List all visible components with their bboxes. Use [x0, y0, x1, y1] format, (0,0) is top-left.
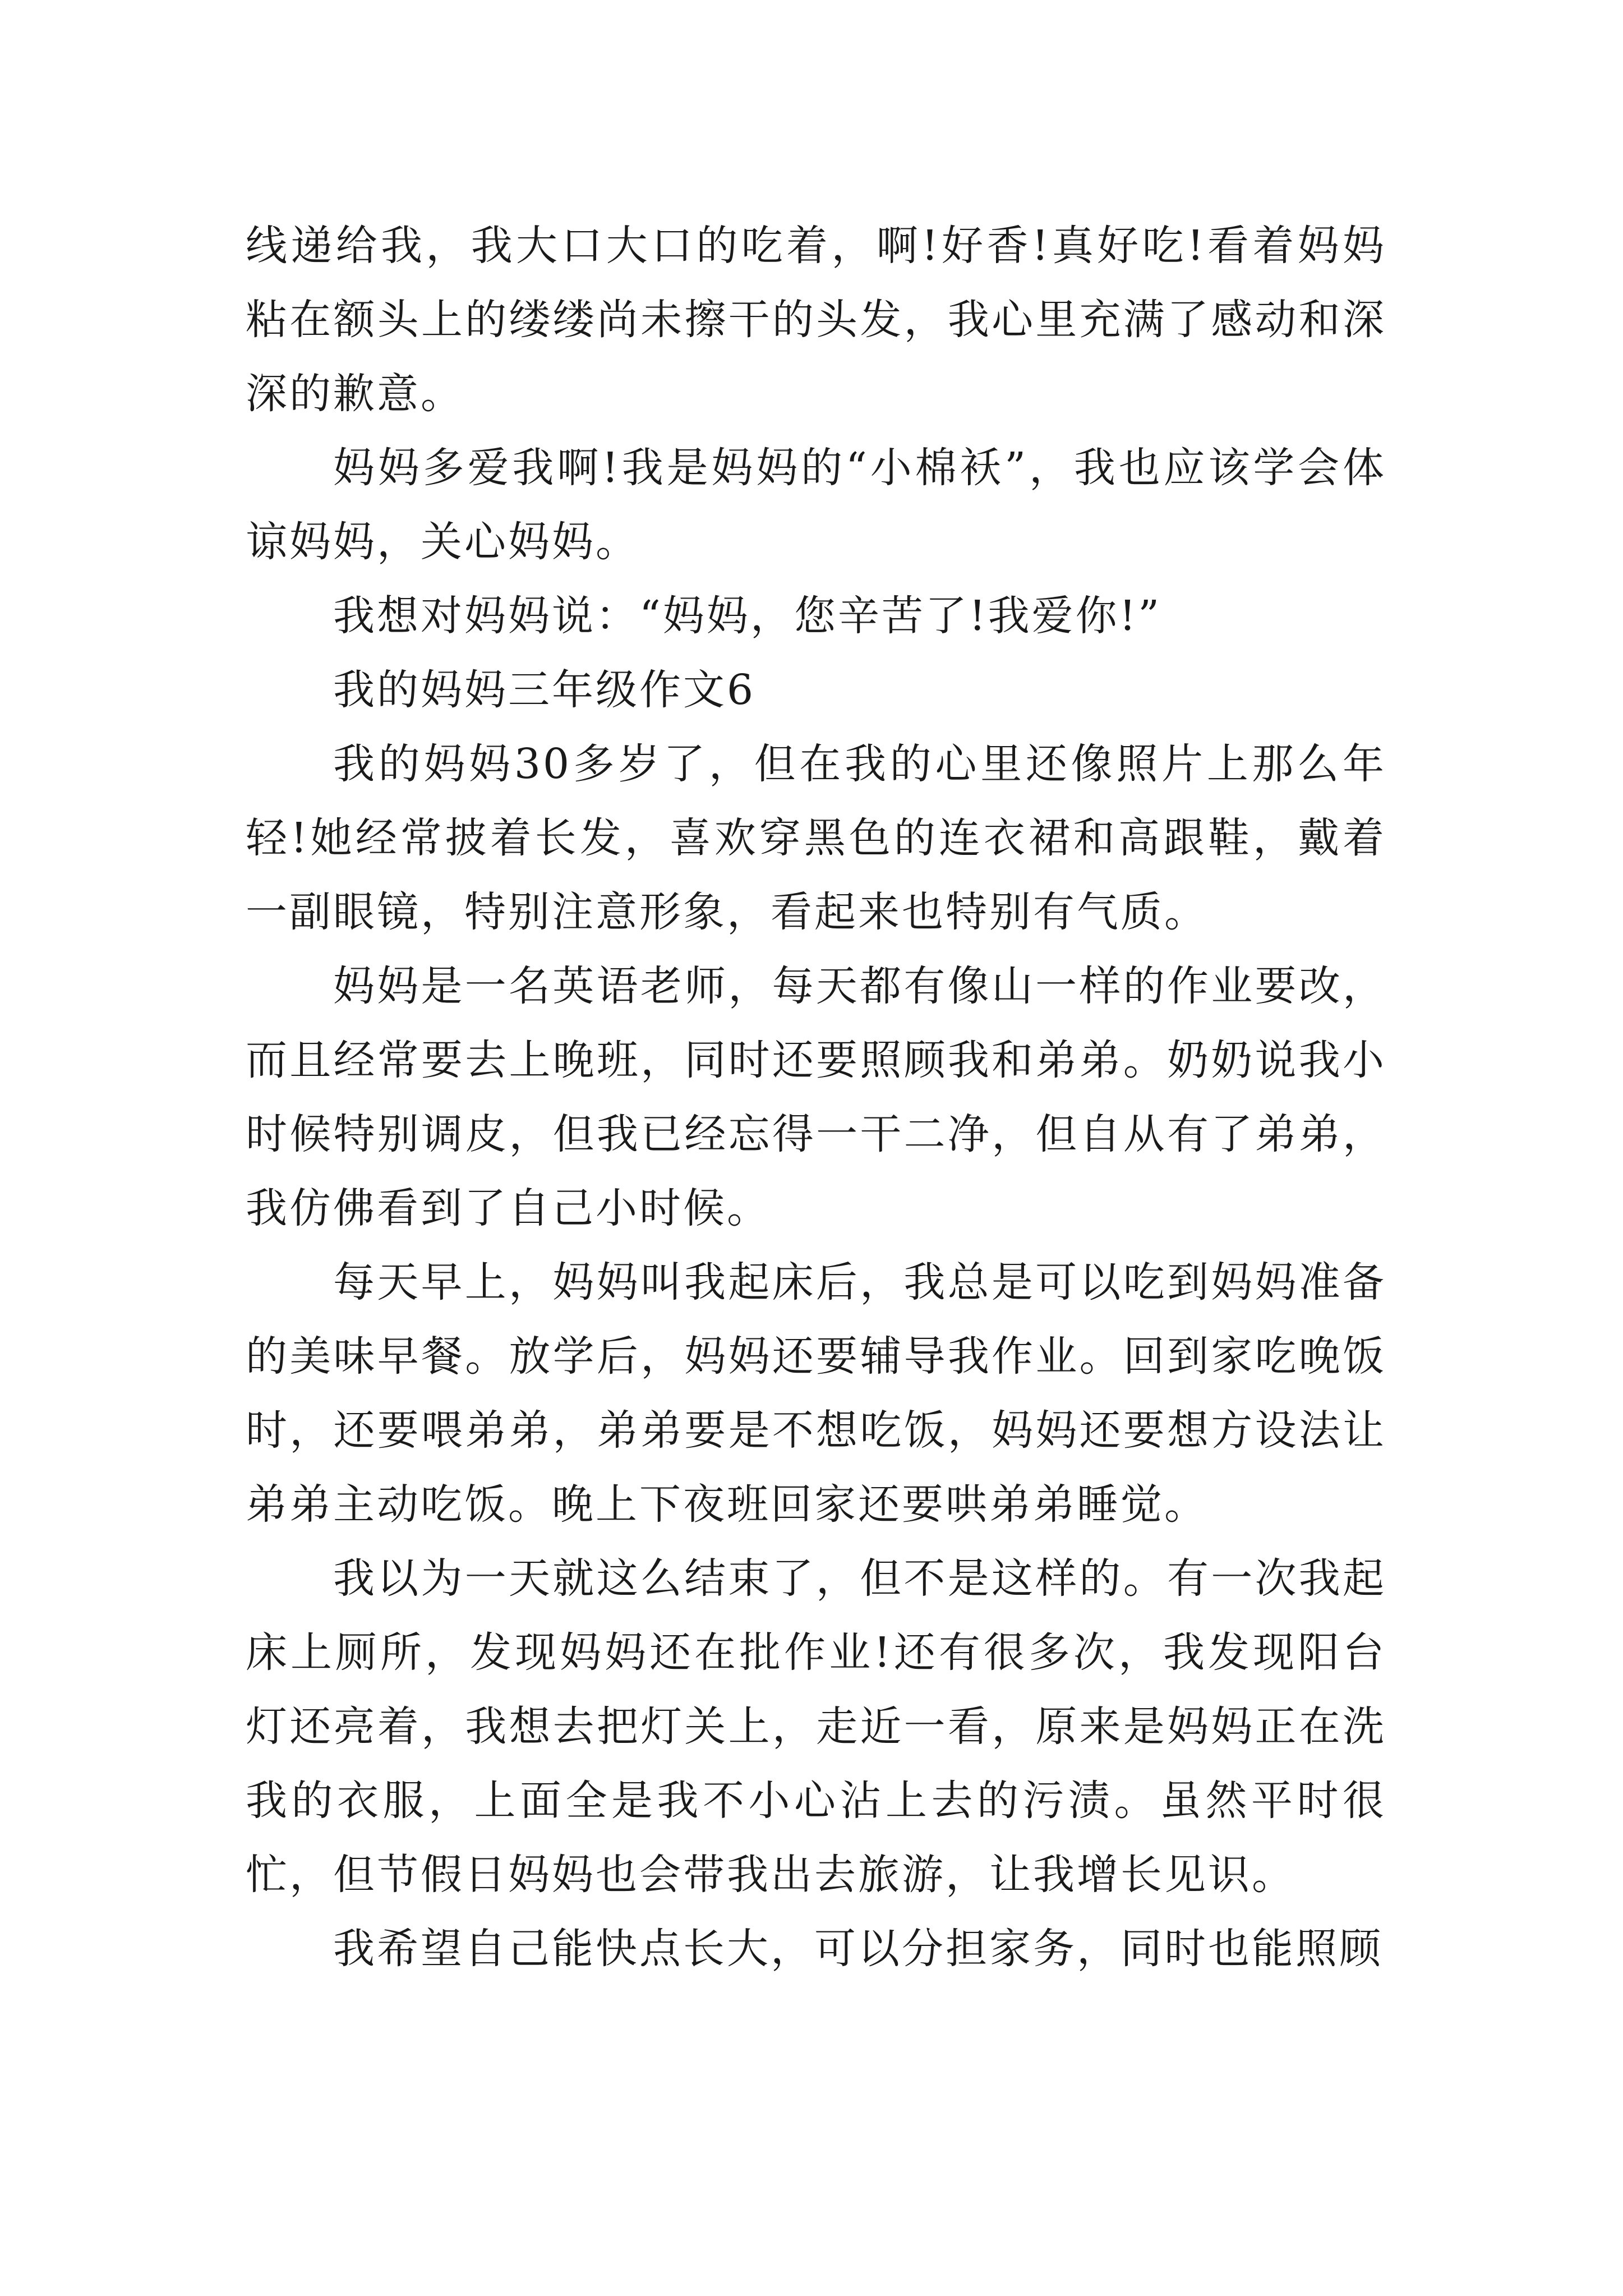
essay-body [246, 209, 1386, 1986]
paragraph: 我希望自己能快点长大，可以分担家务，同时也能照顾 [333, 1925, 1383, 1973]
paragraph: 我想对妈妈说：“妈妈，您辛苦了!我爱你!” [333, 592, 1162, 640]
essay-heading: 我的妈妈三年级作文6 [333, 666, 756, 714]
paragraph: 我的妈妈30多岁了，但在我的心里还像照片上那么年轻!她经常披着长发，喜欢穿黑色的连衣裙和高跟鞋，戴着一副眼镜，特别注意形象，看起来也特别有气质。 [246, 740, 1386, 936]
paragraph: 每天早上，妈妈叫我起床后，我总是可以吃到妈妈准备的美味早餐。放学后，妈妈还要辅导我作业。回到家吃晚饭时，还要喂弟弟，弟弟要是不想吃饭，妈妈还要想方设法让弟弟主动吃饭。晚上下夜班回家还要哄弟弟睡觉。 [246, 1258, 1386, 1529]
paragraph-continued: 线递给我，我大口大口的吃着，啊!好香!真好吃!看着妈妈粘在额头上的缕缕尚未擦干的头发，我心里充满了感动和深深的歉意。 [246, 222, 1386, 418]
paragraph: 妈妈多爱我啊!我是妈妈的“小棉袄”，我也应该学会体谅妈妈，关心妈妈。 [246, 444, 1386, 566]
paragraph: 我以为一天就这么结束了，但不是这样的。有一次我起床上厕所，发现妈妈还在批作业!还有很多次，我发现阳台灯还亮着，我想去把灯关上，走近一看，原来是妈妈正在洗我的衣服，上面全是我不小心沾上去的污渍。虽然平时很忙，但节假日妈妈也会带我出去旅游，让我增长见识。 [246, 1554, 1386, 1899]
paragraph: 妈妈是一名英语老师，每天都有像山一样的作业要改，而且经常要去上晚班，同时还要照顾我和弟弟。奶奶说我小时候特别调皮，但我已经忘得一干二净，但自从有了弟弟，我仿佛看到了自己小时候。 [246, 962, 1386, 1232]
